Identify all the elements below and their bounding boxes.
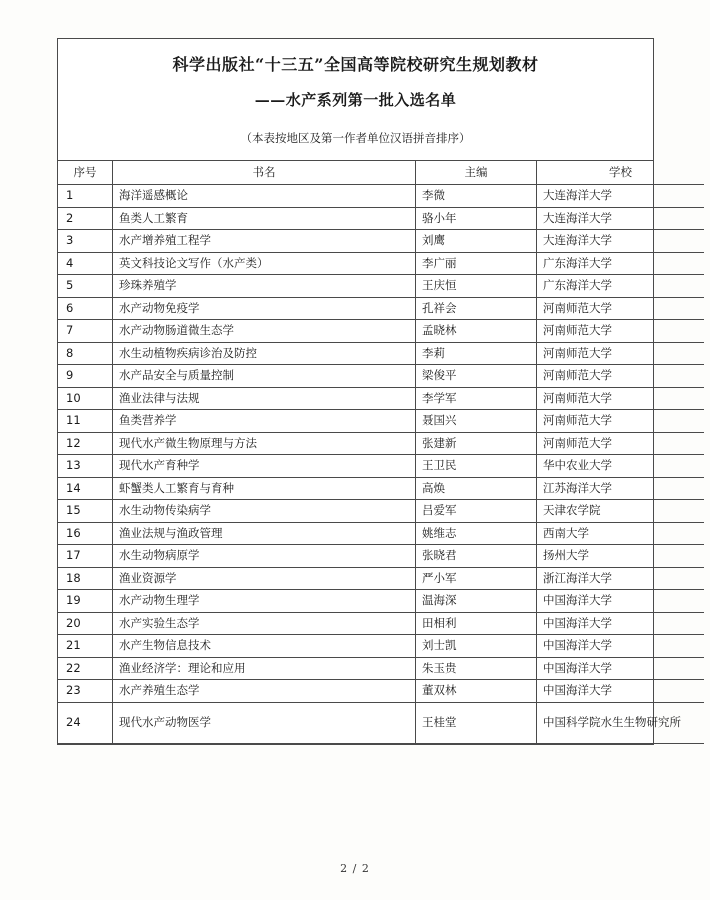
document-title-primary: 科学出版社“十三五”全国高等院校研究生规划教材 — [172, 55, 539, 74]
cell-school: 河南师范大学 — [537, 410, 705, 433]
cell-school: 广东海洋大学 — [537, 275, 705, 298]
cell-chief-editor: 田相利 — [416, 612, 537, 635]
cell-school: 中国海洋大学 — [537, 680, 705, 703]
cell-school: 中国海洋大学 — [537, 612, 705, 635]
cell-index: 17 — [58, 545, 113, 568]
cell-index: 16 — [58, 522, 113, 545]
column-header-book-title: 书名 — [113, 161, 416, 185]
cell-chief-editor: 聂国兴 — [416, 410, 537, 433]
cell-book-title: 渔业资源学 — [113, 567, 416, 590]
cell-index: 15 — [58, 500, 113, 523]
cell-index: 12 — [58, 432, 113, 455]
cell-book-title: 现代水产动物医学 — [113, 702, 416, 743]
table-row — [58, 657, 704, 680]
cell-book-title: 英文科技论文写作（水产类） — [113, 252, 416, 275]
cell-index: 3 — [58, 230, 113, 253]
cell-index: 21 — [58, 635, 113, 658]
cell-book-title: 鱼类营养学 — [113, 410, 416, 433]
cell-school: 扬州大学 — [537, 545, 705, 568]
table-row — [58, 680, 704, 703]
cell-book-title: 水产实验生态学 — [113, 612, 416, 635]
cell-index: 18 — [58, 567, 113, 590]
cell-index: 23 — [58, 680, 113, 703]
table-row — [58, 342, 704, 365]
cell-school: 江苏海洋大学 — [537, 477, 705, 500]
cell-chief-editor: 严小军 — [416, 567, 537, 590]
cell-school: 浙江海洋大学 — [537, 567, 705, 590]
document-subnote: （本表按地区及第一作者单位汉语拼音排序） — [240, 130, 471, 145]
cell-index: 11 — [58, 410, 113, 433]
cell-school: 西南大学 — [537, 522, 705, 545]
cell-index: 9 — [58, 365, 113, 388]
cell-chief-editor: 李微 — [416, 185, 537, 208]
table-row — [58, 320, 704, 343]
cell-index: 2 — [58, 207, 113, 230]
cell-chief-editor: 张晓君 — [416, 545, 537, 568]
cell-book-title: 水产动物肠道微生态学 — [113, 320, 416, 343]
table-row — [58, 185, 704, 208]
table-row — [58, 500, 704, 523]
cell-chief-editor: 高焕 — [416, 477, 537, 500]
cell-school: 大连海洋大学 — [537, 230, 705, 253]
cell-school: 大连海洋大学 — [537, 207, 705, 230]
cell-chief-editor: 朱玉贵 — [416, 657, 537, 680]
table-row — [58, 590, 704, 613]
table-row — [58, 275, 704, 298]
cell-chief-editor: 吕爱军 — [416, 500, 537, 523]
table-row — [58, 387, 704, 410]
table-body — [58, 185, 704, 744]
cell-school: 河南师范大学 — [537, 387, 705, 410]
cell-index: 13 — [58, 455, 113, 478]
cell-chief-editor: 刘鹰 — [416, 230, 537, 253]
table-row — [58, 455, 704, 478]
cell-chief-editor: 李学军 — [416, 387, 537, 410]
table-row — [58, 635, 704, 658]
cell-school: 河南师范大学 — [537, 365, 705, 388]
cell-book-title: 水产动物免疫学 — [113, 297, 416, 320]
cell-chief-editor: 李广丽 — [416, 252, 537, 275]
table-header-row — [58, 161, 704, 185]
cell-school: 广东海洋大学 — [537, 252, 705, 275]
cell-index: 7 — [58, 320, 113, 343]
column-header-index: 序号 — [58, 161, 113, 185]
cell-book-title: 渔业法律与法规 — [113, 387, 416, 410]
cell-book-title: 水生动物传染病学 — [113, 500, 416, 523]
cell-school: 河南师范大学 — [537, 297, 705, 320]
textbook-listing-table — [58, 161, 704, 744]
cell-chief-editor: 张建新 — [416, 432, 537, 455]
document-frame — [57, 38, 681, 745]
cell-chief-editor: 温海深 — [416, 590, 537, 613]
title-block — [58, 39, 653, 161]
cell-index: 22 — [58, 657, 113, 680]
cell-school: 河南师范大学 — [537, 432, 705, 455]
cell-book-title: 水产动物生理学 — [113, 590, 416, 613]
column-header-school: 学校 — [537, 161, 705, 185]
table-row — [58, 365, 704, 388]
table-row — [58, 545, 704, 568]
cell-book-title: 鱼类人工繁育 — [113, 207, 416, 230]
cell-chief-editor: 梁俊平 — [416, 365, 537, 388]
cell-book-title: 珍珠养殖学 — [113, 275, 416, 298]
table-row — [58, 297, 704, 320]
cell-book-title: 水产生物信息技术 — [113, 635, 416, 658]
table-row — [58, 612, 704, 635]
table-row — [58, 522, 704, 545]
page-number: 2 / 2 — [340, 862, 370, 875]
cell-book-title: 水产增养殖工程学 — [113, 230, 416, 253]
cell-chief-editor: 刘士凯 — [416, 635, 537, 658]
cell-chief-editor: 李莉 — [416, 342, 537, 365]
cell-chief-editor: 王卫民 — [416, 455, 537, 478]
cell-chief-editor: 孟晓林 — [416, 320, 537, 343]
cell-school: 中国海洋大学 — [537, 635, 705, 658]
table-row — [58, 207, 704, 230]
document-title-secondary: ——水产系列第一批入选名单 — [254, 91, 457, 109]
cell-chief-editor: 姚维志 — [416, 522, 537, 545]
cell-school: 中国海洋大学 — [537, 657, 705, 680]
table-row — [58, 477, 704, 500]
cell-index: 8 — [58, 342, 113, 365]
cell-chief-editor: 王桂堂 — [416, 702, 537, 743]
cell-school: 中国海洋大学 — [537, 590, 705, 613]
cell-index: 6 — [58, 297, 113, 320]
cell-book-title: 水生动物病原学 — [113, 545, 416, 568]
cell-chief-editor: 孔祥会 — [416, 297, 537, 320]
cell-index: 1 — [58, 185, 113, 208]
cell-school: 河南师范大学 — [537, 342, 705, 365]
cell-book-title: 水产养殖生态学 — [113, 680, 416, 703]
cell-book-title: 虾蟹类人工繁育与育种 — [113, 477, 416, 500]
cell-book-title: 现代水产微生物原理与方法 — [113, 432, 416, 455]
cell-index: 24 — [58, 702, 113, 743]
table-row — [58, 702, 704, 743]
cell-book-title: 水生动植物疾病诊治及防控 — [113, 342, 416, 365]
cell-index: 4 — [58, 252, 113, 275]
cell-book-title: 渔业法规与渔政管理 — [113, 522, 416, 545]
table-row — [58, 567, 704, 590]
table-row — [58, 252, 704, 275]
table-row — [58, 432, 704, 455]
cell-school: 天津农学院 — [537, 500, 705, 523]
cell-chief-editor: 骆小年 — [416, 207, 537, 230]
cell-index: 10 — [58, 387, 113, 410]
cell-index: 5 — [58, 275, 113, 298]
table-row — [58, 230, 704, 253]
cell-chief-editor: 王庆恒 — [416, 275, 537, 298]
cell-school: 中国科学院水生生物研究所 — [537, 702, 705, 743]
cell-school: 大连海洋大学 — [537, 185, 705, 208]
cell-book-title: 现代水产育种学 — [113, 455, 416, 478]
cell-index: 19 — [58, 590, 113, 613]
cell-index: 20 — [58, 612, 113, 635]
cell-book-title: 水产品安全与质量控制 — [113, 365, 416, 388]
cell-school: 华中农业大学 — [537, 455, 705, 478]
cell-book-title: 海洋遥感概论 — [113, 185, 416, 208]
cell-book-title: 渔业经济学：理论和应用 — [113, 657, 416, 680]
table-row — [58, 410, 704, 433]
column-header-chief-editor: 主编 — [416, 161, 537, 185]
cell-school: 河南师范大学 — [537, 320, 705, 343]
cell-chief-editor: 董双林 — [416, 680, 537, 703]
cell-index: 14 — [58, 477, 113, 500]
